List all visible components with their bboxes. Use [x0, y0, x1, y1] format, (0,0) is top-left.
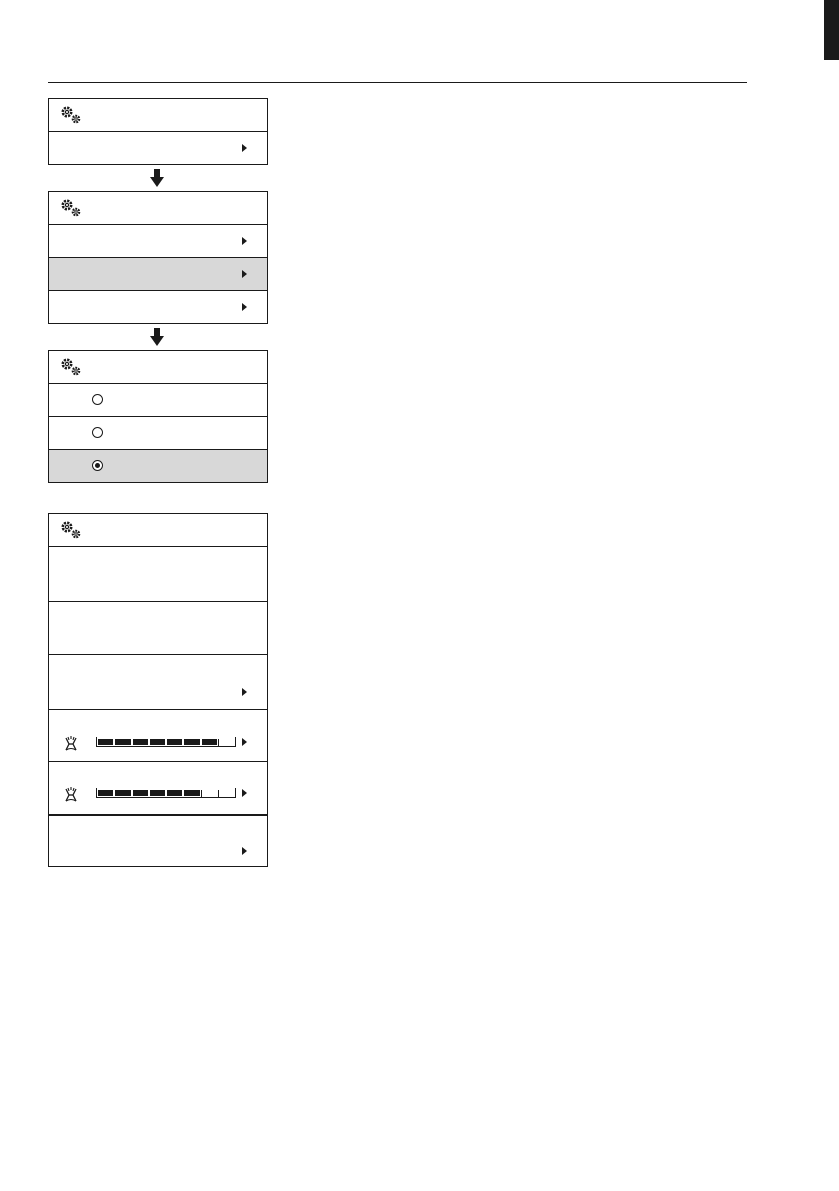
level-segment — [133, 739, 148, 745]
gears-icon — [59, 105, 83, 125]
level-tick — [218, 739, 219, 746]
level-bar — [96, 737, 236, 747]
settings-item[interactable] — [49, 654, 267, 709]
level-segment — [184, 739, 199, 745]
radio-option[interactable] — [49, 383, 267, 416]
level-segment — [98, 790, 113, 796]
radio-button-unchecked[interactable] — [92, 394, 103, 405]
panel-header — [49, 99, 267, 131]
gears-icon — [59, 198, 83, 218]
settings-item[interactable] — [49, 546, 267, 601]
chevron-right-icon — [242, 270, 247, 278]
menu-panel-2 — [48, 191, 268, 324]
chevron-right-icon — [242, 789, 247, 797]
level-segment — [167, 790, 182, 796]
menu-item[interactable] — [49, 131, 267, 164]
level-segment — [98, 739, 113, 745]
radio-button-unchecked[interactable] — [92, 427, 103, 438]
fan-level-item[interactable] — [49, 709, 267, 761]
menu-panel-1 — [48, 98, 268, 165]
chevron-right-icon — [242, 847, 247, 855]
level-segment — [133, 790, 148, 796]
level-segment — [115, 739, 130, 745]
menu-item[interactable] — [49, 290, 267, 323]
chevron-right-icon — [242, 237, 247, 245]
menu-item-selected[interactable] — [49, 257, 267, 290]
panel-header — [49, 351, 267, 383]
fan-icon — [63, 736, 79, 752]
radio-option[interactable] — [49, 416, 267, 449]
header-rule — [48, 82, 747, 83]
chevron-right-icon — [242, 303, 247, 311]
level-segment — [115, 790, 130, 796]
fan-icon — [63, 787, 79, 803]
level-tick — [201, 790, 202, 797]
fan-level-item[interactable] — [49, 761, 267, 814]
radio-option-selected[interactable] — [49, 449, 267, 482]
chevron-right-icon — [242, 738, 247, 746]
chevron-right-icon — [242, 144, 247, 152]
page-edge-tab — [824, 0, 839, 60]
gears-icon — [59, 357, 83, 377]
arrow-down-icon — [150, 169, 164, 187]
arrow-down-icon — [150, 328, 164, 346]
level-segment — [167, 739, 182, 745]
level-segment — [150, 790, 165, 796]
panel-header — [49, 192, 267, 224]
level-tick — [218, 790, 219, 797]
level-segment — [202, 739, 217, 745]
settings-panel — [48, 513, 268, 867]
settings-item[interactable] — [49, 601, 267, 654]
level-segment — [184, 790, 199, 796]
panel-header — [49, 514, 267, 546]
level-segment — [150, 739, 165, 745]
gears-icon — [59, 520, 83, 540]
option-panel — [48, 350, 268, 483]
menu-item[interactable] — [49, 224, 267, 257]
settings-item[interactable] — [49, 814, 267, 866]
radio-button-checked[interactable] — [92, 460, 103, 471]
chevron-right-icon — [242, 688, 247, 696]
level-bar — [96, 788, 236, 798]
